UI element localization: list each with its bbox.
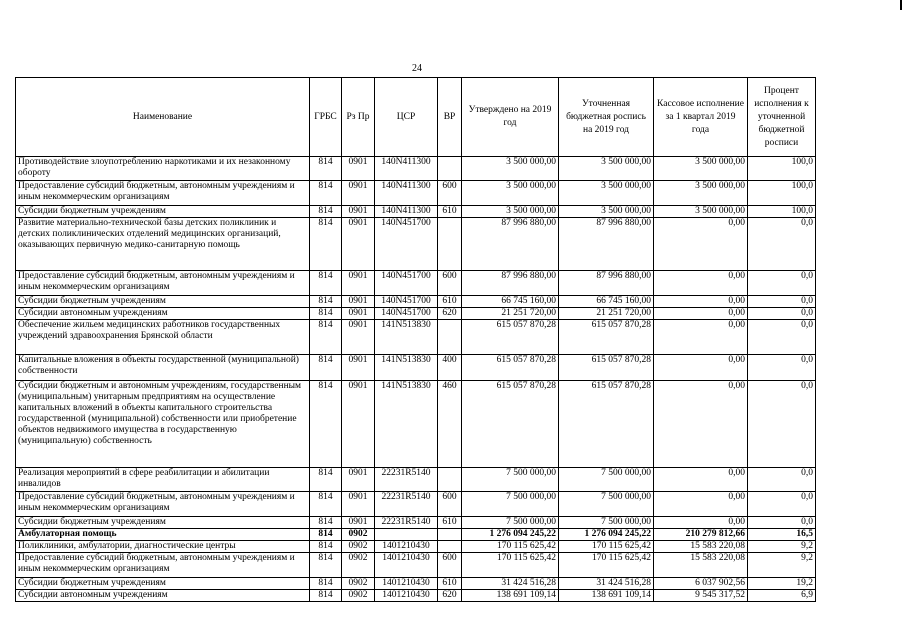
row-percent: 0,0 [748,492,816,517]
row-name: Реализация мероприятий в сфере реабилитации и абилитации инвалидов [16,468,310,492]
row-csr: 140N411300 [375,157,438,181]
row-refined: 170 115 625,42 [559,541,654,553]
row-percent: 0,0 [748,320,816,355]
row-percent: 6,9 [748,590,816,602]
row-grbs: 814 [310,218,342,271]
row-percent: 0,0 [748,271,816,296]
row-csr [375,529,438,541]
row-percent: 9,2 [748,553,816,578]
row-rzpr: 0902 [342,590,375,602]
table-row [16,517,816,529]
row-percent: 0,0 [748,308,816,320]
row-rzpr: 0901 [342,206,375,218]
row-name: Субсидии автономным учреждениям [16,590,310,602]
row-percent: 0,0 [748,468,816,492]
row-refined: 3 500 000,00 [559,206,654,218]
row-refined: 1 276 094 245,22 [559,529,654,541]
row-rzpr: 0901 [342,468,375,492]
row-name: Субсидии бюджетным учреждениям [16,578,310,590]
row-rzpr: 0901 [342,181,375,206]
row-refined: 87 996 880,00 [559,218,654,271]
header-grbs: ГРБС [310,78,342,157]
row-approved: 3 500 000,00 [462,157,559,181]
row-csr: 22231R5140 [375,517,438,529]
row-refined: 7 500 000,00 [559,468,654,492]
row-percent: 0,0 [748,218,816,271]
row-grbs: 814 [310,381,342,468]
row-approved: 3 500 000,00 [462,181,559,206]
row-grbs: 814 [310,320,342,355]
row-refined: 3 500 000,00 [559,181,654,206]
row-rzpr: 0901 [342,492,375,517]
row-grbs: 814 [310,206,342,218]
row-refined: 615 057 870,28 [559,381,654,468]
row-name: Субсидии бюджетным учреждениям [16,517,310,529]
row-percent: 100,0 [748,157,816,181]
row-cash: 210 279 812,66 [654,529,748,541]
row-grbs: 814 [310,541,342,553]
row-cash: 0,00 [654,296,748,308]
table-row [16,553,816,578]
row-name: Предоставление субсидий бюджетным, автономным учреждениям и иным некоммерческим организациям [16,271,310,296]
row-grbs: 814 [310,529,342,541]
row-vr: 460 [438,381,462,468]
table-row [16,529,816,541]
header-name: Наименование [16,78,310,157]
row-grbs: 814 [310,296,342,308]
row-percent: 16,5 [748,529,816,541]
row-approved: 31 424 516,28 [462,578,559,590]
row-name: Поликлиники, амбулатории, диагностические центры [16,541,310,553]
row-vr: 400 [438,355,462,381]
row-grbs: 814 [310,468,342,492]
table-row [16,492,816,517]
header-approved: Утверждено на 2019 год [462,78,559,157]
row-refined: 3 500 000,00 [559,157,654,181]
table-row [16,181,816,206]
row-percent: 9,2 [748,541,816,553]
row-approved: 66 745 160,00 [462,296,559,308]
row-cash: 0,00 [654,517,748,529]
row-refined: 615 057 870,28 [559,355,654,381]
row-approved: 1 276 094 245,22 [462,529,559,541]
row-approved: 7 500 000,00 [462,517,559,529]
row-name: Обеспечение жильем медицинских работников государственных учреждений здравоохранения Брянской области [16,320,310,355]
header-csr: ЦСР [375,78,438,157]
row-approved: 87 996 880,00 [462,218,559,271]
row-name: Противодействие злоупотреблению наркотиками и их незаконному обороту [16,157,310,181]
row-csr: 1401210430 [375,590,438,602]
row-rzpr: 0902 [342,578,375,590]
row-name: Субсидии автономным учреждениям [16,308,310,320]
row-csr: 22231R5140 [375,492,438,517]
row-vr: 620 [438,308,462,320]
header-percent: Процент исполнения к уточненной бюджетной росписи [748,78,816,157]
row-vr [438,541,462,553]
table-row [16,355,816,381]
row-cash: 0,00 [654,271,748,296]
row-grbs: 814 [310,308,342,320]
row-cash: 3 500 000,00 [654,206,748,218]
row-rzpr: 0901 [342,320,375,355]
row-cash: 15 583 220,08 [654,553,748,578]
row-rzpr: 0901 [342,218,375,271]
row-cash: 0,00 [654,308,748,320]
table-row [16,206,816,218]
row-grbs: 814 [310,590,342,602]
row-percent: 100,0 [748,181,816,206]
row-name: Предоставление субсидий бюджетным, автономным учреждениям и иным некоммерческим организациям [16,181,310,206]
row-refined: 31 424 516,28 [559,578,654,590]
row-rzpr: 0902 [342,529,375,541]
table-header-row [16,78,816,157]
row-cash: 15 583 220,08 [654,541,748,553]
row-name: Субсидии бюджетным и автономным учреждениям, государственным (муниципальным) унитарным предприятиям на осуществление капитальных вложений в объекты капитального строительства государственной (муниципальной) собственности или приобретение объектов недвижимого имущества в государственную (муниципальную) собственность [16,381,310,468]
row-rzpr: 0901 [342,296,375,308]
row-csr: 22231R5140 [375,468,438,492]
row-cash: 0,00 [654,381,748,468]
table-row [16,271,816,296]
row-csr: 140N451700 [375,308,438,320]
row-approved: 615 057 870,28 [462,381,559,468]
row-cash: 0,00 [654,468,748,492]
row-refined: 87 996 880,00 [559,271,654,296]
row-percent: 0,0 [748,381,816,468]
row-refined: 7 500 000,00 [559,517,654,529]
row-vr: 620 [438,590,462,602]
row-vr: 610 [438,296,462,308]
row-percent: 19,2 [748,578,816,590]
row-name: Субсидии бюджетным учреждениям [16,296,310,308]
row-cash: 0,00 [654,492,748,517]
row-vr [438,529,462,541]
row-percent: 0,0 [748,355,816,381]
row-percent: 0,0 [748,296,816,308]
row-refined: 7 500 000,00 [559,492,654,517]
row-grbs: 814 [310,157,342,181]
row-grbs: 814 [310,355,342,381]
row-csr: 141N513830 [375,381,438,468]
row-csr: 140N411300 [375,181,438,206]
header-rzpr: Рз Пр [342,78,375,157]
row-vr [438,218,462,271]
table-row [16,296,816,308]
row-rzpr: 0901 [342,381,375,468]
row-vr: 600 [438,271,462,296]
row-csr: 141N513830 [375,320,438,355]
row-refined: 21 251 720,00 [559,308,654,320]
row-rzpr: 0902 [342,553,375,578]
row-csr: 1401210430 [375,553,438,578]
row-cash: 3 500 000,00 [654,157,748,181]
row-csr: 140N451700 [375,271,438,296]
row-approved: 170 115 625,42 [462,553,559,578]
row-grbs: 814 [310,553,342,578]
row-csr: 1401210430 [375,578,438,590]
row-csr: 1401210430 [375,541,438,553]
row-name: Развитие материально-технической базы детских поликлиник и детских поликлинических отделений медицинских организаций, оказывающих первичную медико-санитарную помощь [16,218,310,271]
row-csr: 140N411300 [375,206,438,218]
table-row [16,381,816,468]
row-rzpr: 0901 [342,355,375,381]
row-rzpr: 0901 [342,157,375,181]
row-vr: 610 [438,578,462,590]
row-vr: 610 [438,206,462,218]
header-vr: ВР [438,78,462,157]
row-approved: 7 500 000,00 [462,492,559,517]
row-refined: 66 745 160,00 [559,296,654,308]
row-refined: 615 057 870,28 [559,320,654,355]
row-vr: 610 [438,517,462,529]
row-rzpr: 0902 [342,541,375,553]
row-rzpr: 0901 [342,517,375,529]
row-cash: 0,00 [654,218,748,271]
row-percent: 100,0 [748,206,816,218]
row-name: Предоставление субсидий бюджетным, автономным учреждениям и иным некоммерческим организациям [16,492,310,517]
row-approved: 138 691 109,14 [462,590,559,602]
row-grbs: 814 [310,492,342,517]
header-refined: Уточненная бюджетная роспись на 2019 год [559,78,654,157]
row-approved: 21 251 720,00 [462,308,559,320]
row-name: Субсидии бюджетным учреждениям [16,206,310,218]
edge-mark [900,0,902,10]
table-row [16,218,816,271]
row-vr: 600 [438,553,462,578]
row-cash: 0,00 [654,355,748,381]
row-vr [438,157,462,181]
row-rzpr: 0901 [342,308,375,320]
row-grbs: 814 [310,181,342,206]
row-csr: 141N513830 [375,355,438,381]
row-name: Капитальные вложения в объекты государственной (муниципальной) собственности [16,355,310,381]
row-vr: 600 [438,181,462,206]
table-row [16,157,816,181]
row-rzpr: 0901 [342,271,375,296]
row-approved: 615 057 870,28 [462,320,559,355]
row-refined: 170 115 625,42 [559,553,654,578]
row-grbs: 814 [310,578,342,590]
page-number: 24 [412,63,422,74]
row-vr [438,468,462,492]
row-csr: 140N451700 [375,218,438,271]
table-row [16,590,816,602]
table-row [16,578,816,590]
row-refined: 138 691 109,14 [559,590,654,602]
table-row [16,320,816,355]
table-row [16,541,816,553]
header-cash: Кассовое исполнение за 1 квартал 2019 года [654,78,748,157]
row-vr [438,320,462,355]
row-grbs: 814 [310,517,342,529]
row-vr: 600 [438,492,462,517]
row-name: Предоставление субсидий бюджетным, автономным учреждениям и иным некоммерческим организациям [16,553,310,578]
table-row [16,468,816,492]
row-approved: 7 500 000,00 [462,468,559,492]
row-approved: 87 996 880,00 [462,271,559,296]
row-approved: 615 057 870,28 [462,355,559,381]
row-cash: 6 037 902,56 [654,578,748,590]
row-percent: 0,0 [748,517,816,529]
table-row [16,308,816,320]
row-cash: 3 500 000,00 [654,181,748,206]
budget-table [15,77,816,602]
row-cash: 9 545 317,52 [654,590,748,602]
row-name: Амбулаторная помощь [16,529,310,541]
row-grbs: 814 [310,271,342,296]
row-approved: 3 500 000,00 [462,206,559,218]
row-cash: 0,00 [654,320,748,355]
row-csr: 140N451700 [375,296,438,308]
row-approved: 170 115 625,42 [462,541,559,553]
